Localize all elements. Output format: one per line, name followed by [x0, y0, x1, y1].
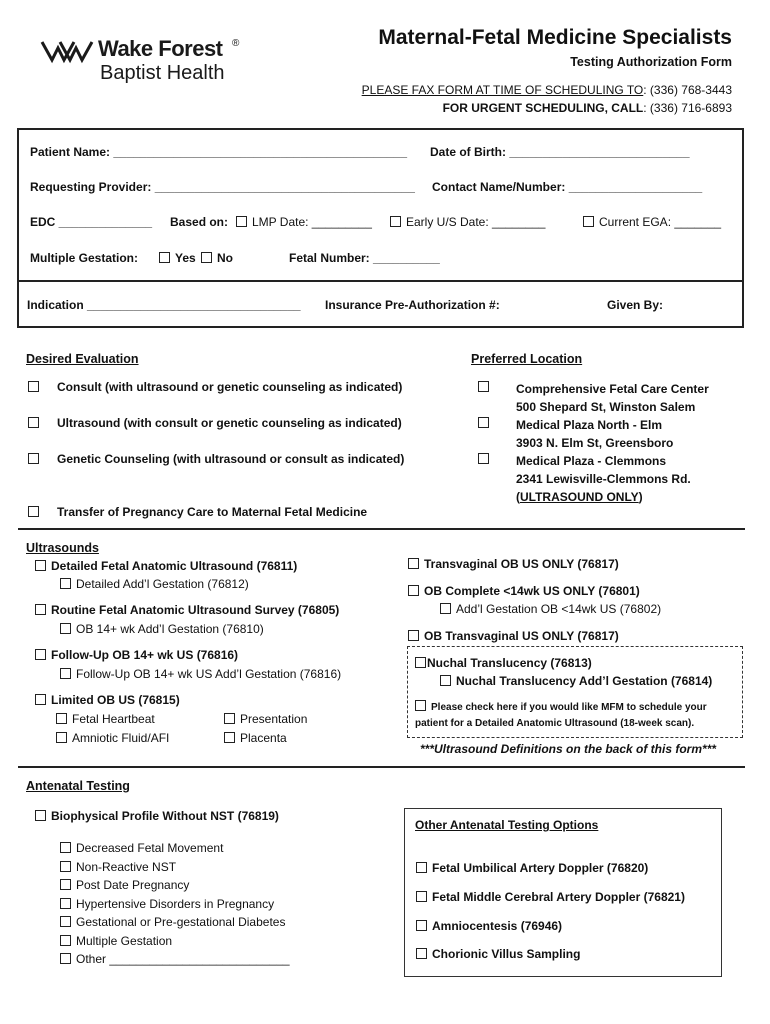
genetic-counseling-label: Genetic Counseling (with ultrasound or consult as indicated): [57, 452, 405, 466]
routine-anatomic-checkbox[interactable]: [35, 604, 46, 615]
genetic-counseling-checkbox[interactable]: [28, 453, 39, 464]
indication-field[interactable]: Indication ________________________________: [27, 298, 301, 312]
bpp-label: Biophysical Profile Without NST (76819): [51, 809, 279, 823]
current-ega-field[interactable]: Current EGA: _______: [599, 215, 722, 229]
followup-checkbox[interactable]: [35, 649, 46, 660]
mca-doppler-checkbox[interactable]: [416, 891, 427, 902]
based-on-label: Based on:: [170, 215, 229, 229]
limited-ob-label: Limited OB US (76815): [51, 693, 180, 707]
location-1-address: 500 Shepard St, Winston Salem: [516, 400, 696, 414]
transfer-care-label: Transfer of Pregnancy Care to Maternal Fetal Medicine: [57, 505, 368, 519]
multiple-yes-checkbox[interactable]: [159, 252, 170, 263]
list-item: Other ___________________________: [60, 950, 290, 969]
detailed-anatomic-checkbox[interactable]: [35, 560, 46, 571]
insurance-preauth-field[interactable]: Insurance Pre-Authorization #:: [325, 298, 500, 312]
early-us-checkbox[interactable]: [390, 216, 401, 227]
amniotic-fluid-label: Amniotic Fluid/AFI: [72, 731, 170, 745]
location-3-note: (ULTRASOUND ONLY): [516, 490, 643, 504]
amniocentesis-checkbox[interactable]: [416, 920, 427, 931]
routine-addl-label: OB 14+ wk Add’l Gestation (76810): [76, 622, 264, 636]
umbilical-doppler-label: Fetal Umbilical Artery Doppler (76820): [432, 861, 649, 875]
ob-complete-addl-checkbox[interactable]: [440, 603, 451, 614]
nuchal-label: Nuchal Translucency (76813): [427, 656, 592, 670]
transvaginal-only-label: Transvaginal OB US ONLY (76817): [424, 557, 619, 571]
section-divider-2: [18, 766, 745, 768]
reason-checkbox[interactable]: [60, 953, 71, 964]
reason-checkbox[interactable]: [60, 861, 71, 872]
detailed-anatomic-label: Detailed Fetal Anatomic Ultrasound (76811): [51, 559, 298, 573]
ob-complete-addl-label: Add’l Gestation OB <14wk US (76802): [456, 602, 662, 616]
urgent-number: : (336) 716-6893: [643, 101, 732, 115]
preferred-location-heading: Preferred Location: [471, 352, 583, 366]
logo-line2: Baptist Health: [100, 62, 225, 84]
umbilical-doppler-checkbox[interactable]: [416, 862, 427, 873]
list-item: Hypertensive Disorders in Pregnancy: [60, 895, 290, 914]
multiple-yes-label: Yes: [175, 251, 196, 265]
fax-number: : (336) 768-3443: [643, 83, 732, 97]
list-item: Post Date Pregnancy: [60, 876, 290, 895]
fetal-heartbeat-checkbox[interactable]: [56, 713, 67, 724]
fetal-heartbeat-label: Fetal Heartbeat: [72, 712, 155, 726]
fax-line: [362, 83, 732, 97]
wake-forest-logo-mark-icon: [40, 38, 96, 64]
ob-complete-label: OB Complete <14wk US ONLY (76801): [424, 584, 640, 598]
list-item: Decreased Fetal Movement: [60, 839, 290, 858]
consult-checkbox[interactable]: [28, 381, 39, 392]
followup-addl-label: Follow-Up OB 14+ wk US Add’l Gestation (76816): [76, 667, 342, 681]
followup-label: Follow-Up OB 14+ wk US (76816): [51, 648, 239, 662]
mfm-note-line1: Please check here if you would like MFM to schedule your: [431, 702, 707, 713]
cvs-checkbox[interactable]: [416, 948, 427, 959]
mfm-note-line2: patient for a Detailed Anatomic Ultrasound (18-week scan).: [415, 718, 695, 729]
ultrasound-eval-label: Ultrasound (with consult or genetic counseling as indicated): [57, 416, 402, 430]
fetal-number-field[interactable]: Fetal Number: __________: [289, 251, 440, 265]
contact-name-number-field[interactable]: Contact Name/Number: ____________________: [432, 180, 703, 194]
ultrasound-eval-checkbox[interactable]: [28, 417, 39, 428]
fax-label: PLEASE FAX FORM AT TIME OF SCHEDULING TO: [361, 83, 644, 97]
date-of-birth-field[interactable]: Date of Birth: ___________________________: [430, 145, 690, 159]
reason-checkbox[interactable]: [60, 842, 71, 853]
desired-evaluation-heading: Desired Evaluation: [26, 352, 139, 366]
limited-ob-checkbox[interactable]: [35, 694, 46, 705]
followup-addl-checkbox[interactable]: [60, 668, 71, 679]
bpp-reasons-list: [60, 839, 290, 969]
ob-complete-checkbox[interactable]: [408, 585, 419, 596]
ultrasounds-heading: Ultrasounds: [26, 541, 99, 555]
mfm-schedule-checkbox[interactable]: [415, 700, 426, 711]
list-item: Multiple Gestation: [60, 932, 290, 951]
multiple-gestation-label: Multiple Gestation:: [30, 251, 138, 265]
placenta-checkbox[interactable]: [224, 732, 235, 743]
nuchal-checkbox[interactable]: [415, 657, 426, 668]
early-us-date-field[interactable]: Early U/S Date: ________: [406, 215, 546, 229]
amniotic-fluid-checkbox[interactable]: [56, 732, 67, 743]
reason-checkbox[interactable]: [60, 879, 71, 890]
multiple-no-label: No: [217, 251, 233, 265]
indication-divider: [17, 280, 744, 282]
ob-transvaginal-checkbox[interactable]: [408, 630, 419, 641]
detailed-addl-checkbox[interactable]: [60, 578, 71, 589]
location-1-checkbox[interactable]: [478, 381, 489, 392]
logo-line1: Wake Forest: [98, 36, 223, 61]
nuchal-addl-label: Nuchal Translucency Add’l Gestation (76814): [456, 674, 713, 688]
cvs-label: Chorionic Villus Sampling: [432, 947, 581, 961]
page-subtitle: Testing Authorization Form: [570, 55, 732, 69]
location-2-checkbox[interactable]: [478, 417, 489, 428]
multiple-no-checkbox[interactable]: [201, 252, 212, 263]
consult-label: Consult (with ultrasound or genetic counseling as indicated): [57, 380, 403, 394]
placenta-label: Placenta: [240, 731, 287, 745]
reason-checkbox[interactable]: [60, 935, 71, 946]
location-3-checkbox[interactable]: [478, 453, 489, 464]
presentation-label: Presentation: [240, 712, 308, 726]
location-1-name: Comprehensive Fetal Care Center: [516, 382, 709, 396]
amniocentesis-label: Amniocentesis (76946): [432, 919, 563, 933]
section-divider: [18, 528, 745, 530]
definitions-note: ***Ultrasound Definitions on the back of this form***: [420, 742, 717, 756]
urgent-label: FOR URGENT SCHEDULING, CALL: [442, 101, 644, 115]
page-title: Maternal-Fetal Medicine Specialists: [378, 26, 732, 49]
reason-checkbox[interactable]: [60, 898, 71, 909]
routine-anatomic-label: Routine Fetal Anatomic Ultrasound Survey (76805): [51, 603, 340, 617]
location-3-address: 2341 Lewisville-Clemmons Rd.: [516, 472, 691, 486]
antenatal-heading: Antenatal Testing: [26, 779, 130, 793]
ob-transvaginal-label: OB Transvaginal US ONLY (76817): [424, 629, 619, 643]
logo-registered: ®: [232, 38, 240, 49]
presentation-checkbox[interactable]: [224, 713, 235, 724]
location-3-name: Medical Plaza - Clemmons: [516, 454, 667, 468]
bpp-checkbox[interactable]: [35, 810, 46, 821]
reason-checkbox[interactable]: [60, 916, 71, 927]
other-antenatal-heading: Other Antenatal Testing Options: [415, 818, 599, 832]
list-item: Non-Reactive NST: [60, 858, 290, 877]
mca-doppler-label: Fetal Middle Cerebral Artery Doppler (76821): [432, 890, 685, 904]
location-2-name: Medical Plaza North - Elm: [516, 418, 663, 432]
routine-addl-checkbox[interactable]: [60, 623, 71, 634]
patient-name-field[interactable]: Patient Name: ____________________________________________: [30, 145, 408, 159]
transvaginal-only-checkbox[interactable]: [408, 558, 419, 569]
lmp-checkbox[interactable]: [236, 216, 247, 227]
given-by-field[interactable]: Given By:: [607, 298, 664, 312]
transfer-care-checkbox[interactable]: [28, 506, 39, 517]
edc-field[interactable]: EDC ______________: [30, 215, 153, 229]
list-item: Gestational or Pre-gestational Diabetes: [60, 913, 290, 932]
nuchal-addl-checkbox[interactable]: [440, 675, 451, 686]
detailed-addl-label: Detailed Add’l Gestation (76812): [76, 577, 249, 591]
lmp-date-field[interactable]: LMP Date: _________: [252, 215, 372, 229]
urgent-line: [443, 101, 732, 115]
location-2-address: 3903 N. Elm St, Greensboro: [516, 436, 674, 450]
current-ega-checkbox[interactable]: [583, 216, 594, 227]
requesting-provider-field[interactable]: Requesting Provider: _______________________________________: [30, 180, 415, 194]
